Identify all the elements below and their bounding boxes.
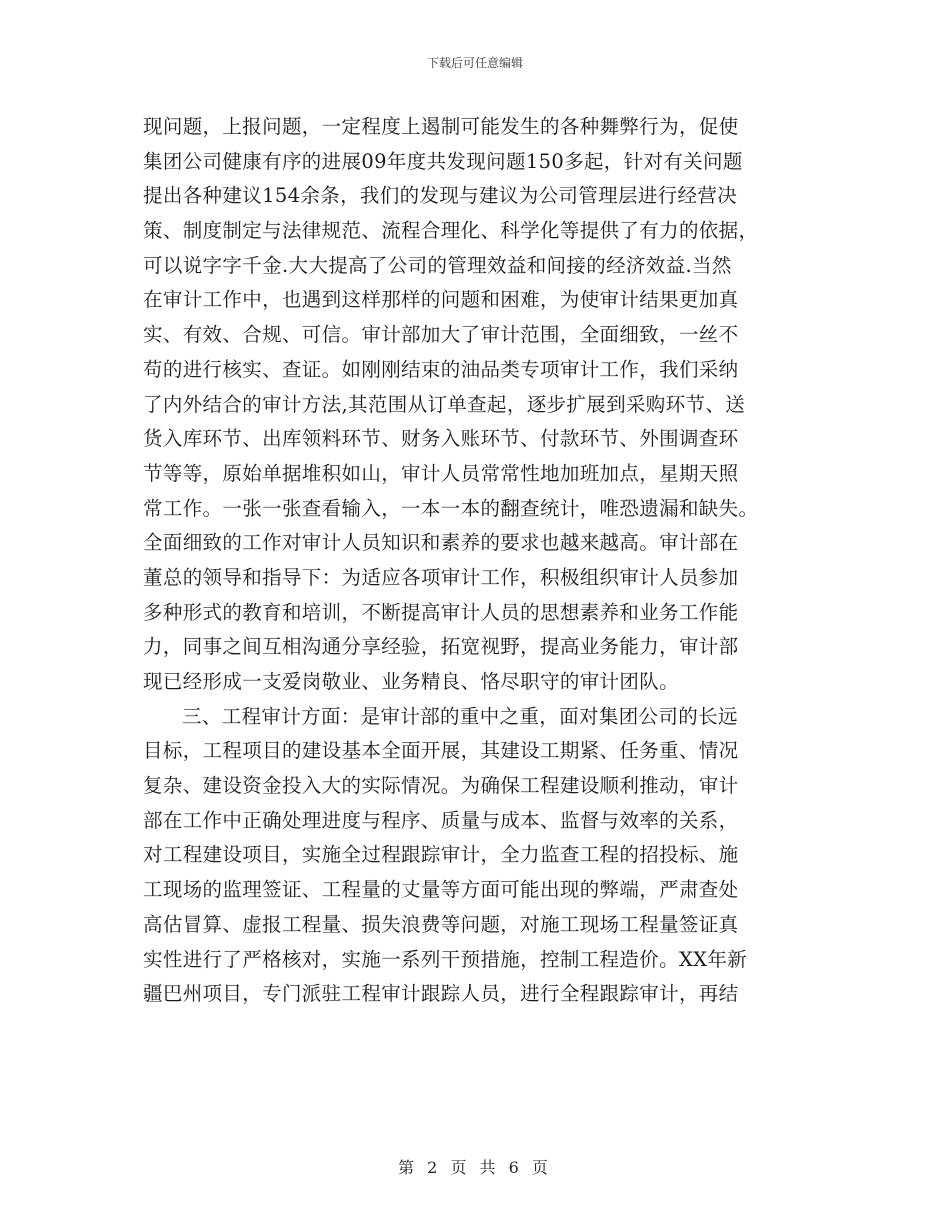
text-line: 策、制度制定与法律规范、流程合理化、科学化等提供了有力的依据， <box>143 219 759 243</box>
text-line: 董总的领导和指导下：为适应各项审计工作，积极组织审计人员参加 <box>143 565 739 589</box>
text-line: 力，同事之间互相沟通分享经验，拓宽视野，提高业务能力，审计部 <box>143 635 739 659</box>
text-line: 现已经形成一支爱岗敬业、业务精良、恪尽职守的审计团队。 <box>143 670 679 693</box>
text-line: 现问题，上报问题，一定程度上遏制可能发生的各种舞弊行为，促使 <box>143 115 739 138</box>
text-line: 常工作。一张一张查看输入，一本一本的翻查统计，唯恐遗漏和缺失。 <box>143 496 759 520</box>
page-number-footer: 第 2 页 共 6 页 <box>398 1158 552 1177</box>
text-line: 复杂、建设资金投入大的实际情况。为确保工程建设顺利推动，审计 <box>143 774 739 798</box>
text-line: 目标，工程项目的建设基本全面开展，其建设工期紧、任务重、情况 <box>143 739 739 763</box>
text-line: 集团公司健康有序的进展09年度共发现问题150多起，针对有关问题 <box>143 149 743 173</box>
text-line: 了内外结合的审计方法,其范围从订单查起，逐步扩展到采购环节、送 <box>143 392 746 416</box>
text-line: 货入库环节、出库领料环节、财务入账环节、付款环节、外围调查环 <box>143 427 739 451</box>
text-line: 可以说字字千金.大大提高了公司的管理效益和间接的经济效益.当然 <box>143 253 732 277</box>
body-text <box>143 110 813 1012</box>
text-line: 在审计工作中，也遇到这样那样的问题和困难，为使审计结果更加真 <box>143 288 739 312</box>
text-line: 苟的进行核实、查证。如刚刚结束的油品类专项审计工作，我们采纳 <box>143 357 739 381</box>
text-line: 疆巴州项目，专门派驻工程审计跟踪人员，进行全程跟踪审计，再结 <box>143 982 739 1006</box>
text-line: 对工程建设项目，实施全过程跟踪审计，全力监查工程的招投标、施 <box>143 843 739 867</box>
text-line: 节等等，原始单据堆积如山，审计人员常常性地加班加点，星期天照 <box>143 461 739 485</box>
text-line: 提出各种建议154余条，我们的发现与建议为公司管理层进行经营决 <box>143 184 738 208</box>
page-header: 下载后可任意编辑 <box>426 56 523 70</box>
text-line: 高估冒算、虚报工程量、损失浪费等问题，对施工现场工程量签证真 <box>143 912 739 936</box>
section-three-first-line: 三、工程审计方面：是审计部的重中之重，面对集团公司的长远 <box>182 704 738 728</box>
text-line: 多种形式的教育和培训，不断提高审计人员的思想素养和业务工作能 <box>143 600 739 624</box>
text-line: 全面细致的工作对审计人员知识和素养的要求也越来越高。审计部在 <box>143 531 739 555</box>
text-line: 部在工作中正确处理进度与程序、质量与成本、监督与效率的关系， <box>143 808 739 832</box>
text-line: 工现场的监理签证、工程量的丈量等方面可能出现的弊端，严肃查处 <box>143 878 739 902</box>
text-line: 实性进行了严格核对，实施一系列干预措施，控制工程造价。XX年新 <box>143 947 748 971</box>
text-line: 实、有效、合规、可信。审计部加大了审计范围，全面细致，一丝不 <box>143 323 739 347</box>
